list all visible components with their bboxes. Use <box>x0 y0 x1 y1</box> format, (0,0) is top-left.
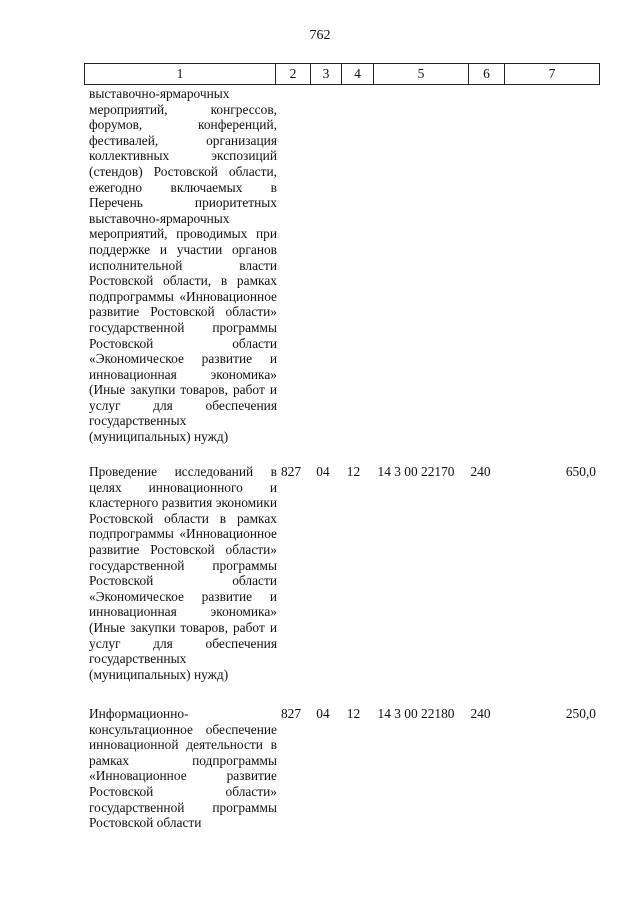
row-description: Проведение исследований в целях инновационного и кластерного развития экономики Ростовской области в рамках подпрограммы «Инновационное развитие Ростовской области» государственной программы Ростовской области «Экономическое развитие и инновационная экономика» (Иные закупки товаров, работ и услуг для обеспечения государственных (муниципальных) нужд) <box>89 464 277 682</box>
row-expense-type: 240 <box>470 706 491 721</box>
header-col-1: 1 <box>85 64 276 85</box>
header-col-2: 2 <box>276 64 311 85</box>
row-amount: 250,0 <box>565 706 596 721</box>
header-col-7: 7 <box>505 64 600 85</box>
header-col-6: 6 <box>469 64 505 85</box>
header-col-4: 4 <box>342 64 374 85</box>
row-section-code: 04 <box>316 464 330 479</box>
page-number: 762 <box>309 28 331 43</box>
header-col-5: 5 <box>374 64 469 85</box>
row-ministry-code: 827 <box>280 706 302 721</box>
row-ministry-code: 827 <box>280 464 302 479</box>
table-header <box>84 63 600 85</box>
row-section-code: 04 <box>316 706 330 721</box>
row-target-article: 14 3 00 22180 <box>377 706 455 721</box>
row-amount: 650,0 <box>565 464 596 479</box>
row-subsection-code: 12 <box>346 464 361 479</box>
row-expense-type: 240 <box>470 464 491 479</box>
header-row <box>85 64 600 85</box>
row-description: выставочно-ярмарочных мероприятий, конгрессов, форумов, конференций, фестивалей, организация коллективных экспозиций (стендов) Ростовской области, ежегодно включаемых в Перечень приоритетных выставочно-ярмарочных мероприятий, проводимых при поддержке и участии органов исполнительной власти Ростовской области, в рамках подпрограммы «Инновационное развитие Ростовской области» государственной программы Ростовской области «Экономическое развитие и инновационная экономика» (Иные закупки товаров, работ и услуг для обеспечения государственных (муниципальных) нужд) <box>89 86 277 445</box>
row-subsection-code: 12 <box>346 706 361 721</box>
row-description: Информационно-консультационное обеспечение инновационной деятельности в рамках подпрограммы «Инновационное развитие Ростовской области» государственной программы Ростовской области <box>89 706 277 831</box>
header-col-3: 3 <box>311 64 342 85</box>
row-target-article: 14 3 00 22170 <box>377 464 455 479</box>
